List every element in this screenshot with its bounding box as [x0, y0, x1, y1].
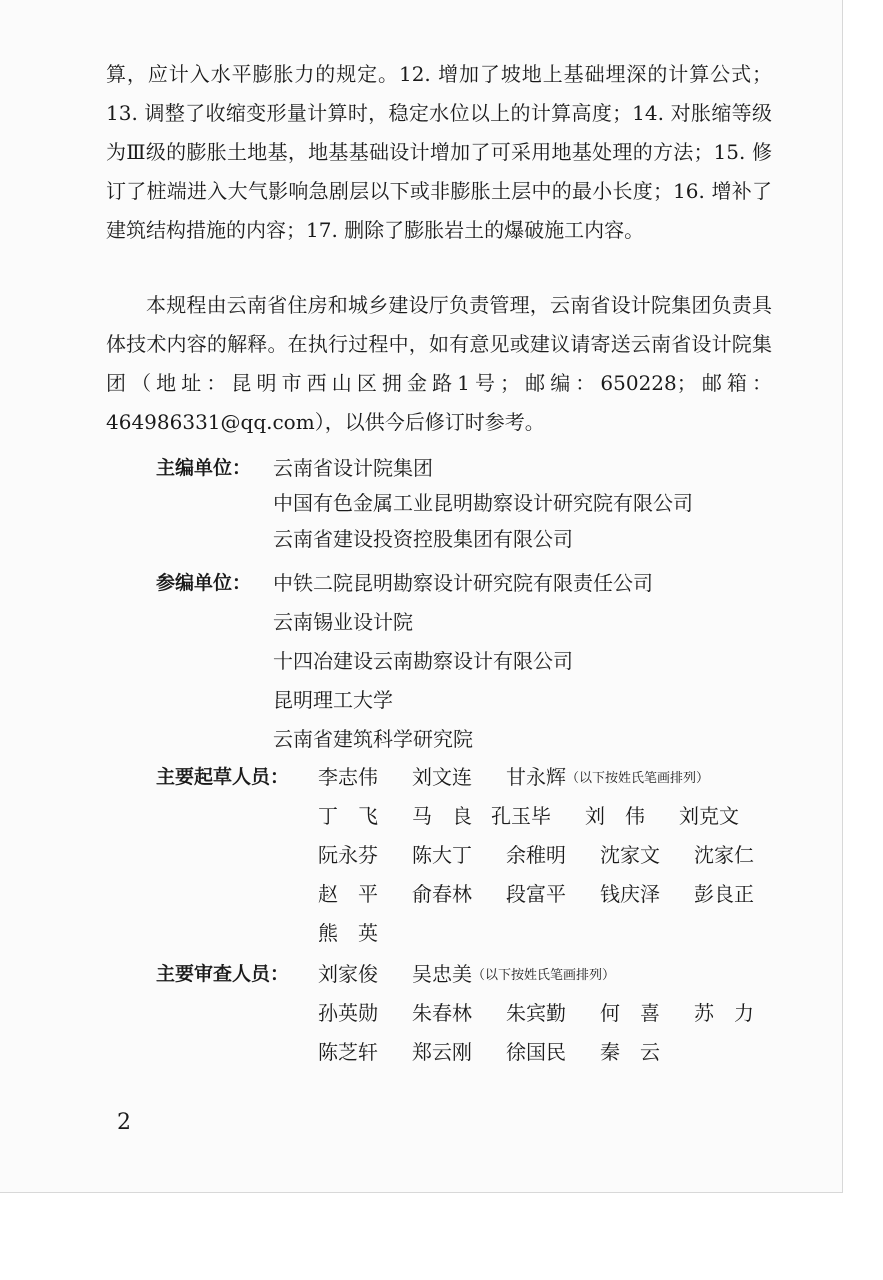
- drafters-order-note: （以下按姓氏笔画排列）: [566, 771, 710, 786]
- drafter-name: 甘永辉: [506, 765, 566, 789]
- participating-unit-item: 昆明理工大学: [273, 688, 393, 712]
- drafter-name: 刘 伟: [585, 804, 645, 828]
- drafter-name: 马 良: [412, 804, 472, 828]
- intro-paragraph: 算，应计入水平膨胀力的规定。12. 增加了坡地上基础埋深的计算公式；13. 调整了收缩变形量计算时，稳定水位以上的计算高度；14. 对胀缩等级为Ⅲ级的膨胀土地基，地基基础设计增加了可采用地基处理的方法；15. 修订了桩端进入大气影响急剧层以下或非膨胀土层中的最小长度；16. 增补了建筑结构措施的内容；17. 删除了膨胀岩土的爆破施工内容。: [106, 62, 772, 242]
- chief-units-label: 主编单位：: [156, 457, 252, 479]
- drafter-name: 刘克文: [679, 804, 739, 828]
- participating-unit-item: 云南锡业设计院: [273, 610, 413, 634]
- drafter-name: 余稚明: [506, 843, 566, 867]
- drafter-name: 钱庆泽: [600, 882, 660, 906]
- participating-unit-item: 云南省建筑科学研究院: [273, 727, 473, 751]
- reviewer-name: 朱宾勤: [506, 1001, 566, 1025]
- reviewer-name: 郑云刚: [412, 1040, 472, 1064]
- drafters-label: 主要起草人员：: [156, 766, 290, 788]
- reviewer-name: 苏 力: [694, 1001, 754, 1025]
- chief-unit-item: 云南省建设投资控股集团有限公司: [273, 527, 573, 551]
- reviewers-label: 主要审查人员：: [156, 963, 290, 985]
- participating-unit-item: 十四冶建设云南勘察设计有限公司: [273, 649, 573, 673]
- chief-unit-item: 云南省设计院集团: [273, 456, 433, 480]
- reviewer-name: 孙英勋: [318, 1001, 378, 1025]
- drafter-name: 赵 平: [318, 882, 378, 906]
- participating-units-label: 参编单位：: [156, 572, 252, 594]
- page-number: 2: [117, 1110, 131, 1135]
- reviewer-name: 刘家俊: [318, 962, 378, 986]
- reviewer-name: 吴忠美: [412, 962, 472, 986]
- drafter-name: 沈家文: [600, 843, 660, 867]
- admin-paragraph: 本规程由云南省住房和城乡建设厅负责管理，云南省设计院集团负责具体技术内容的解释。在执行过程中，如有意见或建议请寄送云南省设计院集团（地址：昆明市西山区拥金路1号；邮编：650228；邮箱：464986331@qq.com），以供今后修订时参考。: [106, 293, 772, 434]
- drafter-name: 俞春林: [412, 882, 472, 906]
- drafter-name: 孔玉毕: [491, 804, 551, 828]
- drafter-name: 李志伟: [318, 765, 378, 789]
- drafter-name: 陈大丁: [412, 843, 472, 867]
- drafter-name: 丁 飞: [318, 804, 378, 828]
- reviewer-name: 朱春林: [412, 1001, 472, 1025]
- reviewer-name: 陈芝轩: [318, 1040, 378, 1064]
- drafter-name: 沈家仁: [694, 843, 754, 867]
- drafter-name: 阮永芬: [318, 843, 378, 867]
- reviewer-name: 秦 云: [600, 1040, 660, 1064]
- reviewer-name: 徐国民: [506, 1040, 566, 1064]
- drafter-name: 彭良正: [694, 882, 754, 906]
- chief-unit-item: 中国有色金属工业昆明勘察设计研究院有限公司: [273, 491, 693, 515]
- participating-unit-item: 中铁二院昆明勘察设计研究院有限责任公司: [273, 571, 653, 595]
- drafter-name: 段富平: [506, 882, 566, 906]
- drafter-name: 熊 英: [318, 921, 378, 945]
- drafter-name: 刘文连: [412, 765, 472, 789]
- reviewer-name: 何 喜: [600, 1001, 660, 1025]
- reviewers-order-note: （以下按姓氏笔画排列）: [472, 968, 616, 983]
